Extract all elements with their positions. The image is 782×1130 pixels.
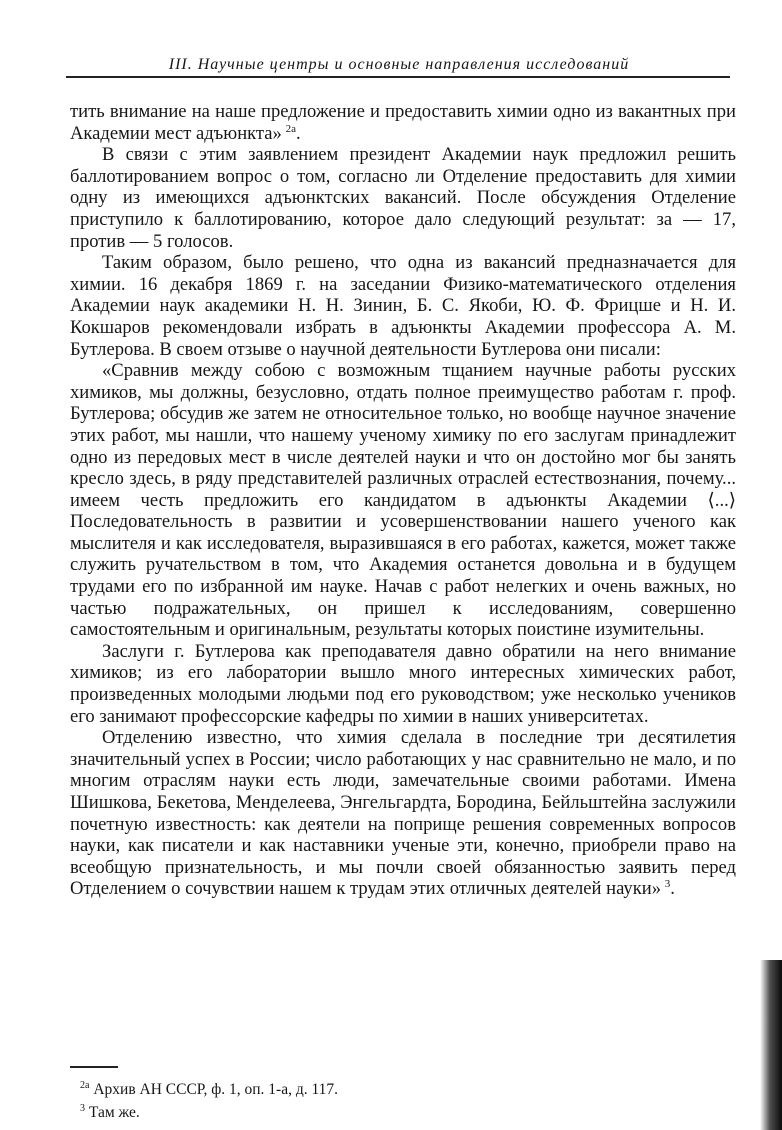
header-rule: [66, 76, 730, 78]
footnote-text: Там же.: [88, 1104, 140, 1122]
paragraph-5-quote: Заслуги г. Бутлерова как преподавателя давно обратили на него внимание химиков; из его лаборатории вышло много интересных химических работ, произведенных молодыми людьми под его руководством; уже несколько учеников его занимают профессорские кафедры по химии в наших университетах.: [70, 640, 736, 727]
footnote-mark: 3: [80, 1103, 85, 1115]
paragraph-1-text: тить внимание на наше предложение и предоставить химии одно из вакантных при Академии мест адъюнкта»: [70, 101, 736, 144]
footnote-3: [70, 1099, 730, 1122]
footnote-mark: 2a: [80, 1080, 90, 1091]
footnotes: [70, 1076, 730, 1122]
footnote-ref-2a[interactable]: 2a: [285, 122, 296, 135]
paragraph-6-quote: Отделению известно, что химия сделала в последние три десятилетия значительный успех в России; число работающих у нас сравнительно не мало, и по многим отраслям науки есть люди, замечательные своими работами. Имена Шишкова, Бекетова, Менделеева, Энгельгардта, Бородина, Бейльштейна заслужили почетную известность: как деятели на поприще решения современных вопросов науки, как писатели и как наставники ученые эти, конечно, приобрели право на всеобщую признательность, и мы почли своей обязанностью заявить перед Отделением о сочувствии нашем к трудам этих отличных деятелей науки» $^3$.: [70, 727, 736, 900]
scan-edge-shadow: [760, 960, 782, 1130]
running-head: III. Научные центры и основные направления исследований: [168, 56, 630, 73]
footnote-ref-3[interactable]: 3: [664, 878, 671, 891]
main-text: [70, 101, 736, 900]
footnote-2a: [70, 1076, 730, 1099]
paragraph-1: тить внимание на наше предложение и предоставить химии одно из вакантных при Академии мест адъюнкта» $^{2a}$.: [70, 101, 736, 144]
paragraph-2: В связи с этим заявлением президент Академии наук предложил решить баллотированием вопрос о том, согласно ли Отделение предоставить для химии одну из имеющихся адъюнктских вакансий. После обсуждения Отделение приступило к баллотированию, которое дало следующий результат: за — 17, против — 5 голосов.: [70, 144, 736, 252]
paragraph-6-text: Отделению известно, что химия сделала в последние три десятилетия значительный успех в России; число работающих у нас сравнительно не мало, и по многим отраслям науки есть люди, замечательные своими работами. Имена Шишкова, Бекетова, Менделеева, Энгельгардта, Бородина, Бейльштейна заслужили почетную известность: как деятели на поприще решения современных вопросов науки, как писатели и как наставники ученые эти, конечно, приобрели право на всеобщую признательность, и мы почли своей обязанностью заявить перед Отделением о сочувствии нашем к трудам этих отличных деятелей науки»: [70, 727, 736, 900]
paragraph-4-quote: «Сравнив между собою с возможным тщанием научные работы русских химиков, мы должны, безусловно, отдать полное преимущество работам г. проф. Бутлерова; обсудив же затем не относительное только, но вообще научное значение этих работ, мы нашли, что нашему ученому химику по его заслугам принадлежит одно из передовых мест в числе деятелей науки и что он достойно мог бы занять кресло здесь, в ряду представителей различных отраслей естествознания, почему... имеем честь предложить его кандидатом в адъюнкты Академии ⟨...⟩ Последовательность в развитии и усовершенствовании нашего ученого как мыслителя и как исследователя, выразившаяся в его работах, кажется, может также служить ручательством в том, что Академия останется довольна и в будущем трудами его по избранной им науке. Начав с работ нелегких и очень важных, но частью подражательных, он пришел к исследованиям, совершенно самостоятельным и оригинальным, результаты которых поистине изумительны.: [70, 360, 736, 641]
footnote-text: Архив АН СССР, ф. 1, оп. 1-а, д. 117.: [93, 1081, 339, 1099]
footnote-rule: [70, 1066, 118, 1068]
paragraph-3: Таким образом, было решено, что одна из вакансий предназначается для химии. 16 декабря 1869 г. на заседании Физико-математического отделения Академии наук академики Н. Н. Зинин, Б. С. Якоби, Ю. Ф. Фрицше и Н. И. Кокшаров рекомендовали избрать в адъюнкты Академии профессора А. М. Бутлерова. В своем отзыве о научной деятельности Бутлерова они писали:: [70, 252, 736, 360]
